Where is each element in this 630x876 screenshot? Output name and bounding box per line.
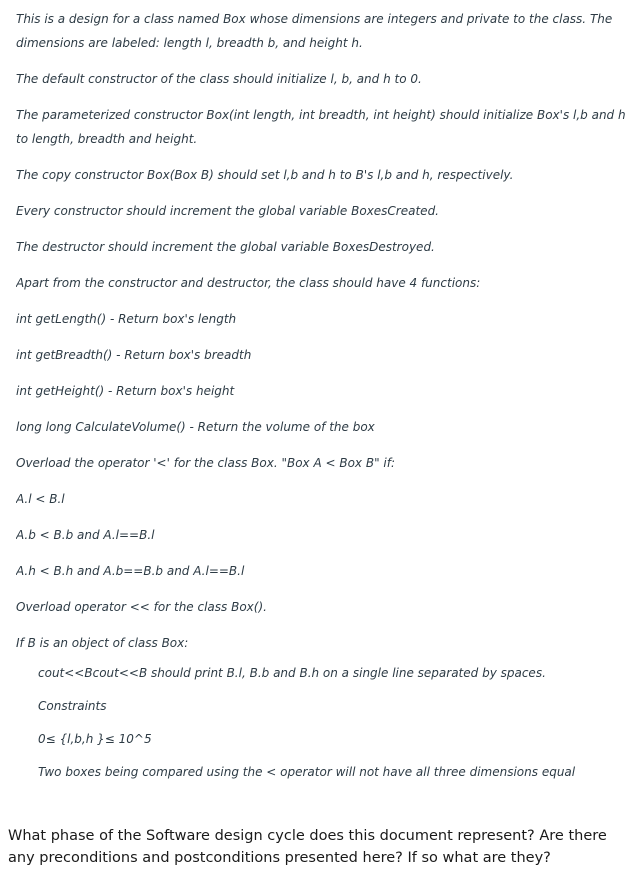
constraint-equal: Two boxes being compared using the < operator will not have all three dimensions equal	[38, 765, 576, 779]
constructor-counter-text: Every constructor should increment the global variable BoxesCreated.	[16, 204, 439, 218]
default-constructor-text: The default constructor of the class should initialize l, b, and h to 0.	[16, 72, 422, 86]
condition-1: A.l < B.l	[16, 492, 65, 506]
constraint-range: 0≤ {l,b,h }≤ 10^5	[38, 732, 152, 746]
function-calculate-volume: long long CalculateVolume() - Return the volume of the box	[16, 420, 375, 434]
condition-2: A.b < B.b and A.l==B.l	[16, 528, 155, 542]
copy-constructor-text: The copy constructor Box(Box B) should set l,b and h to B's l,b and h, respectively.	[16, 168, 514, 182]
destructor-text: The destructor should increment the global variable BoxesDestroyed.	[16, 240, 435, 254]
functions-intro-text: Apart from the constructor and destructor, the class should have 4 functions:	[16, 276, 481, 290]
parameterized-constructor-text: The parameterized constructor Box(int length, int breadth, int height) should initialize Box's l,b and h to length, breadth and height.	[16, 108, 626, 146]
question-text: What phase of the Software design cycle does this document represent? Are there any preconditions and postconditions presented here? If so what are they?	[8, 828, 607, 866]
object-intro-text: If B is an object of class Box:	[16, 636, 189, 650]
condition-3: A.h < B.h and A.b==B.b and A.l==B.l	[16, 564, 245, 578]
intro-paragraph: This is a design for a class named Box whose dimensions are integers and private to the class. The dimensions are labeled: length l, breadth b, and height h.	[16, 12, 613, 50]
operator-stream-text: Overload operator << for the class Box().	[16, 600, 267, 614]
function-get-length: int getLength() - Return box's length	[16, 312, 237, 326]
function-get-height: int getHeight() - Return box's height	[16, 384, 235, 398]
operator-less-text: Overload the operator '<' for the class Box. "Box A < Box B" if:	[16, 456, 396, 470]
function-get-breadth: int getBreadth() - Return box's breadth	[16, 348, 252, 362]
constraints-heading: Constraints	[38, 699, 107, 713]
cout-text: cout<<Bcout<<B should print B.l, B.b and B.h on a single line separated by spaces.	[38, 666, 546, 680]
